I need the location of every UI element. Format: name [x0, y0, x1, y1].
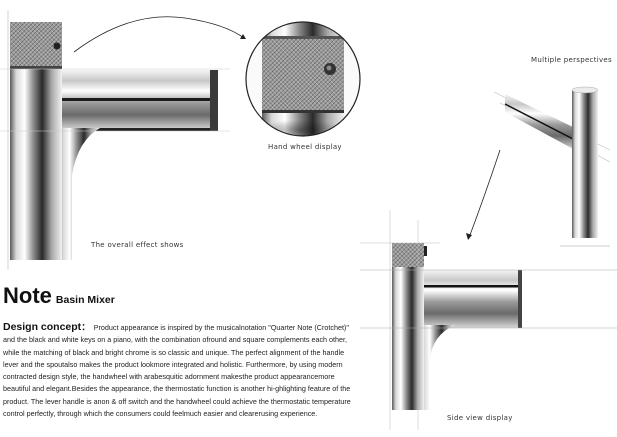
product-title	[3, 283, 115, 309]
side-body	[392, 243, 424, 410]
product-name: Note	[3, 283, 52, 308]
design-concept	[3, 321, 353, 420]
caption-hand-wheel: Hand wheel display	[268, 143, 342, 151]
perspective-view	[494, 87, 610, 246]
perspective-body	[572, 90, 598, 238]
arrow-to-sideview	[470, 150, 500, 235]
caption-side-view: Side view display	[447, 414, 513, 422]
side-spout	[420, 270, 520, 328]
handwheel-detail	[246, 20, 360, 150]
side-handwheel	[392, 243, 424, 267]
caption-multiple-perspectives: Multiple perspectives	[531, 56, 612, 64]
caption-overall-effect: The overall effect shows	[91, 241, 184, 249]
design-concept-text: Product appearance is inspired by the musicalnotation "Quarter Note (Crotchet)" and the black and white keys on a piano, with the combination ofround and square complements each other, while the matching of black and bright chrome is so classic and unique. The perfect alignment of the handle lever and the spoutalso makes the product lookmore integrated and holistic. Furthermore, by using modern contracted design style, the handwheel with arabesquitic adornment makesthe product appearancemore beautiful and elegant.Besides the appearance, the thermostatic function is another hi-ghlighting feature of the product. The lever handle is anon & off switch and the handwheel could achieve the thermostatic temperature control perfectly, through which the consumers could feelmuch easier and clearerusing experience.	[3, 323, 351, 419]
arrow-to-handwheel	[74, 17, 244, 52]
overall-view	[0, 10, 230, 270]
product-subtitle: Basin Mixer	[55, 294, 115, 306]
design-concept-label: Design concept：	[3, 321, 92, 333]
side-view	[360, 210, 617, 430]
